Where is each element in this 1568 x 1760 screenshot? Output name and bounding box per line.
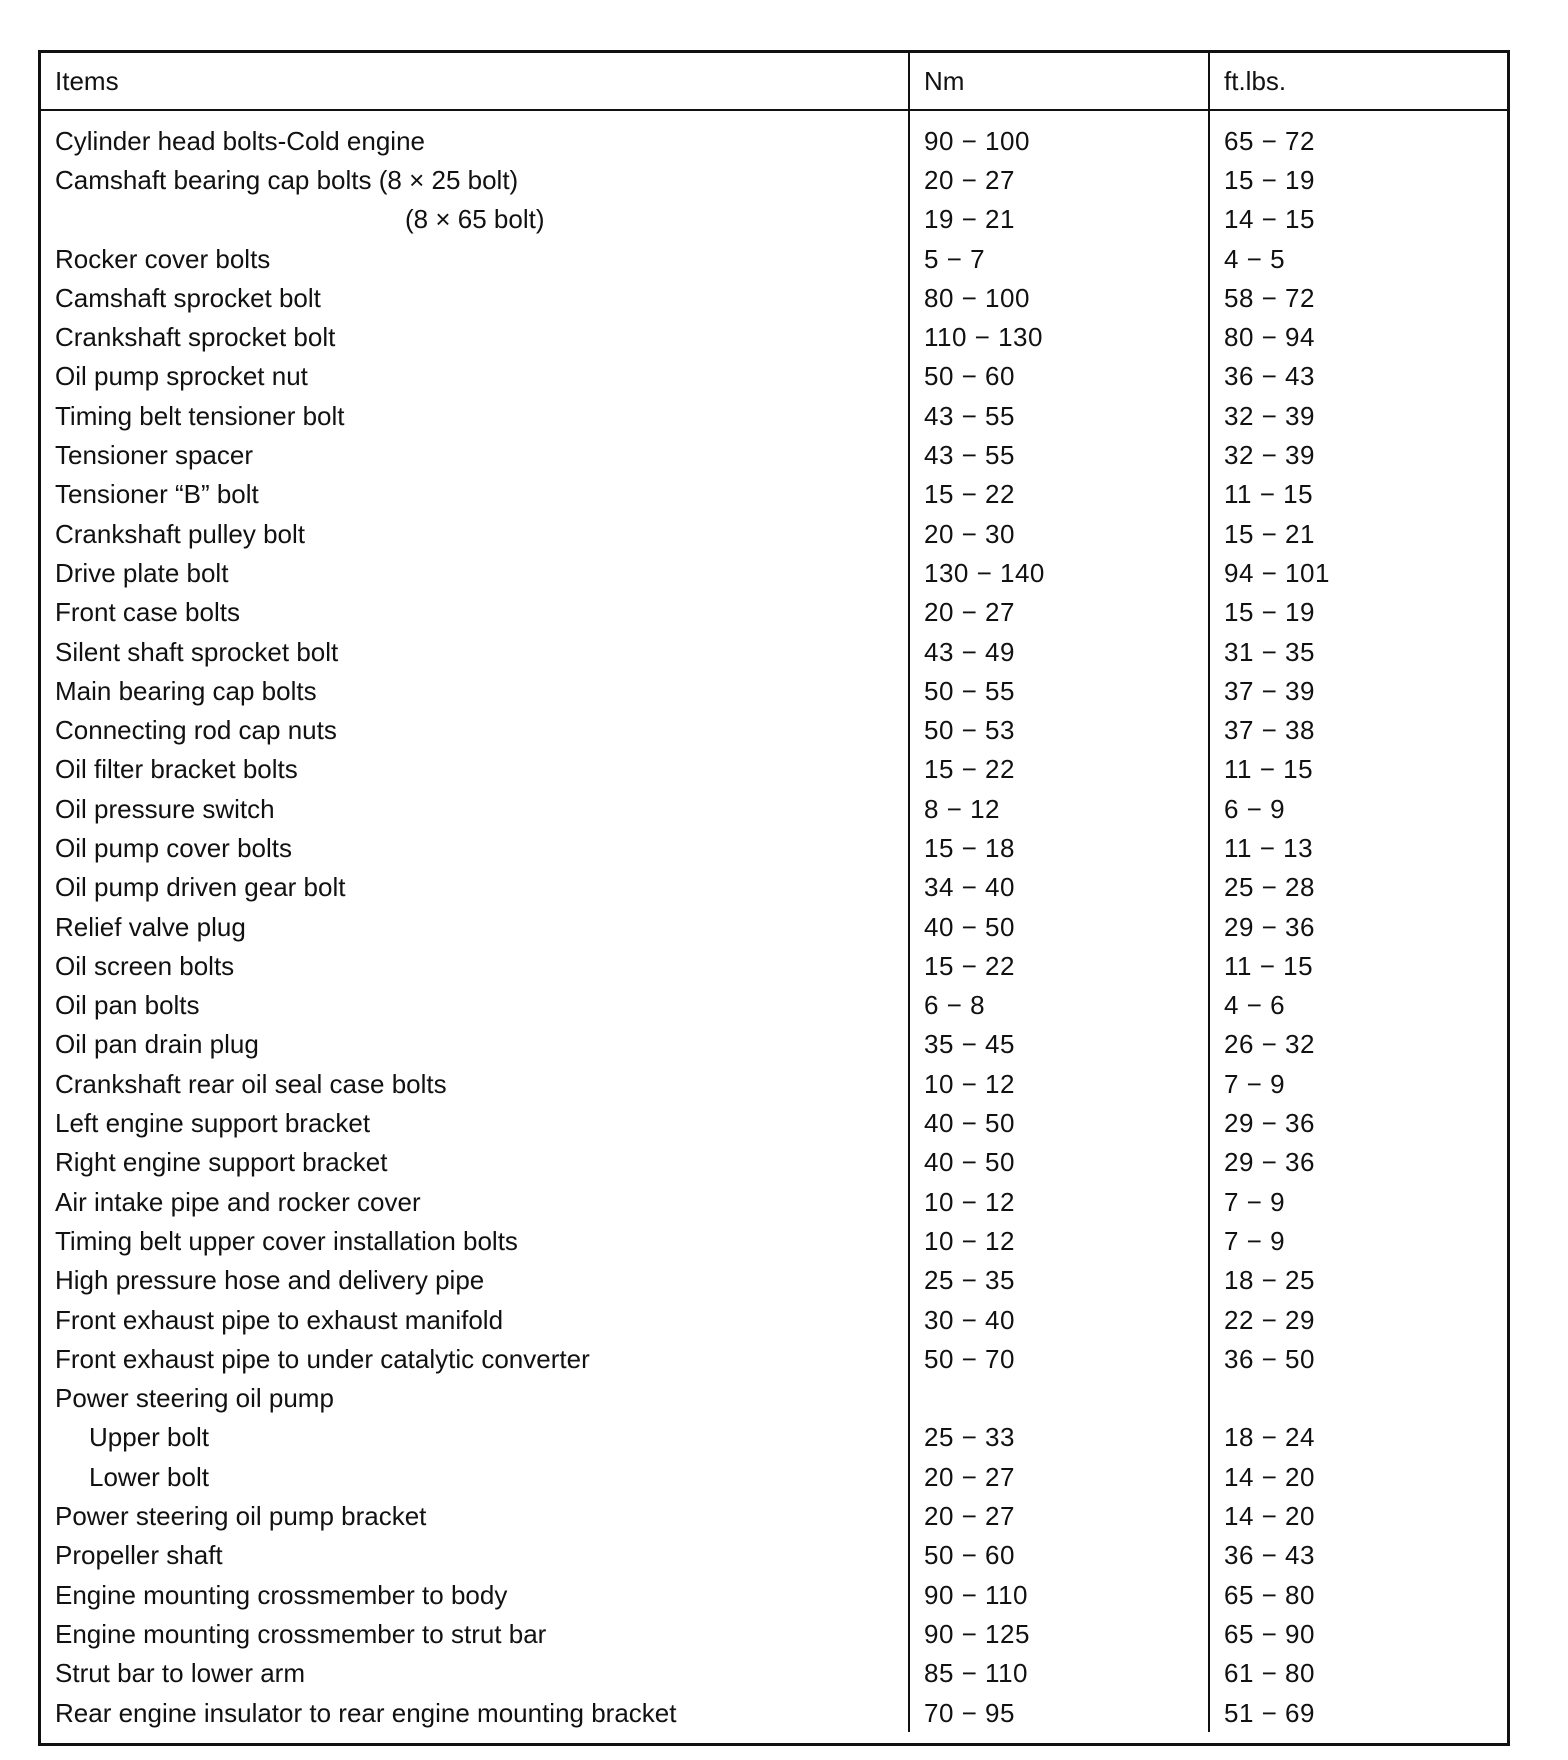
table-row <box>41 1693 1507 1732</box>
ftlbs-cell: 6 − 9 <box>1209 789 1507 828</box>
item-cell: Connecting rod cap nuts <box>55 715 337 746</box>
ftlbs-cell: 80 − 94 <box>1209 317 1507 356</box>
table-row <box>41 710 1507 749</box>
nm-cell: 10 − 12 <box>909 1221 1209 1260</box>
item-cell: Oil pressure switch <box>55 793 275 824</box>
ftlbs-cell: 18 − 25 <box>1209 1261 1507 1300</box>
ftlbs-cell: 15 − 21 <box>1209 514 1507 553</box>
ftlbs-cell: 51 − 69 <box>1209 1693 1507 1732</box>
ftlbs-cell: 32 − 39 <box>1209 396 1507 435</box>
nm-cell: 5 − 7 <box>909 239 1209 278</box>
ftlbs-cell: 37 − 38 <box>1209 710 1507 749</box>
ftlbs-cell: 11 − 15 <box>1209 475 1507 514</box>
table-row <box>41 1418 1507 1457</box>
ftlbs-cell: 32 − 39 <box>1209 435 1507 474</box>
ftlbs-cell: 29 − 36 <box>1209 907 1507 946</box>
table-row <box>41 278 1507 317</box>
item-cell: Drive plate bolt <box>55 557 229 588</box>
ftlbs-cell: 26 − 32 <box>1209 1025 1507 1064</box>
item-cell: Front case bolts <box>55 597 240 628</box>
table-row <box>41 1261 1507 1300</box>
table-row <box>41 1457 1507 1496</box>
item-cell: Silent shaft sprocket bolt <box>55 636 339 667</box>
nm-cell: 25 − 33 <box>909 1418 1209 1457</box>
ftlbs-cell: 15 − 19 <box>1209 593 1507 632</box>
nm-cell: 50 − 70 <box>909 1339 1209 1378</box>
nm-cell: 30 − 40 <box>909 1300 1209 1339</box>
table-row <box>41 1496 1507 1535</box>
item-cell: Oil pump sprocket nut <box>55 361 308 392</box>
ftlbs-cell: 37 − 39 <box>1209 671 1507 710</box>
item-cell-continuation: (8 × 65 bolt) <box>405 204 545 235</box>
item-cell: Main bearing cap bolts <box>55 675 317 706</box>
nm-cell: 50 − 53 <box>909 710 1209 749</box>
nm-cell: 15 − 22 <box>909 475 1209 514</box>
item-cell: Engine mounting crossmember to strut bar <box>55 1618 547 1649</box>
ftlbs-cell: 7 − 9 <box>1209 1064 1507 1103</box>
table-row <box>41 110 1507 160</box>
table-row <box>41 475 1507 514</box>
nm-cell: 50 − 60 <box>909 357 1209 396</box>
item-cell: Timing belt tensioner bolt <box>55 400 345 431</box>
ftlbs-cell: 25 − 28 <box>1209 868 1507 907</box>
table-row <box>41 1182 1507 1221</box>
table-row <box>41 1654 1507 1693</box>
table-row <box>41 160 1507 199</box>
table-row <box>41 239 1507 278</box>
item-cell: Right engine support bracket <box>55 1147 388 1178</box>
table-row <box>41 593 1507 632</box>
nm-cell: 15 − 22 <box>909 750 1209 789</box>
table-row <box>41 1379 1507 1418</box>
table-row <box>41 986 1507 1025</box>
item-cell: Oil pan drain plug <box>55 1029 259 1060</box>
ftlbs-cell: 65 − 90 <box>1209 1614 1507 1653</box>
item-cell: Front exhaust pipe to exhaust manifold <box>55 1304 504 1335</box>
item-cell: Left engine support bracket <box>55 1108 371 1139</box>
item-cell: Timing belt upper cover installation bolts <box>55 1225 518 1256</box>
table-row <box>41 357 1507 396</box>
table-row <box>41 1221 1507 1260</box>
item-cell: Air intake pipe and rocker cover <box>55 1186 421 1217</box>
table-row <box>41 317 1507 356</box>
nm-cell: 25 − 35 <box>909 1261 1209 1300</box>
item-cell: Oil pan bolts <box>55 990 200 1021</box>
nm-cell: 20 − 27 <box>909 160 1209 199</box>
table-row <box>41 435 1507 474</box>
item-cell: Tensioner spacer <box>55 440 253 471</box>
table-row <box>41 1339 1507 1378</box>
table-row <box>41 1025 1507 1064</box>
ftlbs-cell: 15 − 19 <box>1209 160 1507 199</box>
nm-cell: 35 − 45 <box>909 1025 1209 1064</box>
ftlbs-cell: 36 − 43 <box>1209 1536 1507 1575</box>
nm-cell: 40 − 50 <box>909 907 1209 946</box>
item-cell: Tensioner “B” bolt <box>55 479 259 510</box>
table-row <box>41 1300 1507 1339</box>
ftlbs-cell: 29 − 36 <box>1209 1103 1507 1142</box>
column-header-nm: Nm <box>909 53 1209 110</box>
item-cell: Oil filter bracket bolts <box>55 754 298 785</box>
nm-cell: 40 − 50 <box>909 1103 1209 1142</box>
nm-cell: 85 − 110 <box>909 1654 1209 1693</box>
nm-cell: 90 − 110 <box>909 1575 1209 1614</box>
table-row <box>41 1614 1507 1653</box>
torque-spec-table <box>41 53 1507 1732</box>
ftlbs-cell: 14 − 15 <box>1209 200 1507 239</box>
table-row <box>41 671 1507 710</box>
nm-cell: 6 − 8 <box>909 986 1209 1025</box>
ftlbs-cell: 11 − 13 <box>1209 828 1507 867</box>
table-row <box>41 1064 1507 1103</box>
table-row <box>41 946 1507 985</box>
item-cell: High pressure hose and delivery pipe <box>55 1265 485 1296</box>
nm-cell: 90 − 100 <box>909 110 1209 160</box>
ftlbs-cell: 11 − 15 <box>1209 946 1507 985</box>
item-cell: Crankshaft pulley bolt <box>55 518 306 549</box>
item-cell: Front exhaust pipe to under catalytic converter <box>55 1343 590 1374</box>
nm-cell: 20 − 27 <box>909 593 1209 632</box>
ftlbs-cell: 36 − 50 <box>1209 1339 1507 1378</box>
item-cell: Rocker cover bolts <box>55 243 271 274</box>
ftlbs-cell: 61 − 80 <box>1209 1654 1507 1693</box>
table-row <box>41 1103 1507 1142</box>
nm-cell: 20 − 30 <box>909 514 1209 553</box>
nm-cell: 43 − 49 <box>909 632 1209 671</box>
item-cell: Rear engine insulator to rear engine mounting bracket <box>55 1697 677 1728</box>
ftlbs-cell: 31 − 35 <box>1209 632 1507 671</box>
table-row <box>41 632 1507 671</box>
nm-cell: 20 − 27 <box>909 1496 1209 1535</box>
item-cell: Engine mounting crossmember to body <box>55 1579 508 1610</box>
nm-cell: 43 − 55 <box>909 396 1209 435</box>
ftlbs-cell: 65 − 80 <box>1209 1575 1507 1614</box>
nm-cell: 43 − 55 <box>909 435 1209 474</box>
item-cell-sub: Upper bolt <box>89 1422 209 1453</box>
nm-cell: 8 − 12 <box>909 789 1209 828</box>
item-cell-group-heading: Power steering oil pump <box>55 1383 334 1414</box>
item-cell: Camshaft bearing cap bolts (8 × 25 bolt) <box>55 164 519 195</box>
item-cell: Crankshaft rear oil seal case bolts <box>55 1068 447 1099</box>
nm-cell: 34 − 40 <box>909 868 1209 907</box>
ftlbs-cell: 29 − 36 <box>1209 1143 1507 1182</box>
table-row <box>41 789 1507 828</box>
nm-cell: 19 − 21 <box>909 200 1209 239</box>
ftlbs-cell: 4 − 5 <box>1209 239 1507 278</box>
table-header-row <box>41 53 1507 110</box>
nm-cell: 50 − 55 <box>909 671 1209 710</box>
column-header-items: Items <box>41 53 909 110</box>
nm-cell <box>909 1379 1209 1418</box>
nm-cell: 50 − 60 <box>909 1536 1209 1575</box>
torque-spec-table-frame <box>38 50 1510 1746</box>
table-row <box>41 200 1507 239</box>
nm-cell: 80 − 100 <box>909 278 1209 317</box>
ftlbs-cell: 58 − 72 <box>1209 278 1507 317</box>
nm-cell: 15 − 22 <box>909 946 1209 985</box>
item-cell: Oil pump cover bolts <box>55 832 292 863</box>
item-cell: Crankshaft sprocket bolt <box>55 322 336 353</box>
ftlbs-cell: 7 − 9 <box>1209 1221 1507 1260</box>
ftlbs-cell: 7 − 9 <box>1209 1182 1507 1221</box>
table-row <box>41 907 1507 946</box>
nm-cell: 15 − 18 <box>909 828 1209 867</box>
ftlbs-cell: 94 − 101 <box>1209 553 1507 592</box>
item-cell: Cylinder head bolts-Cold engine <box>55 125 426 156</box>
table-body <box>41 110 1507 1732</box>
table-row <box>41 828 1507 867</box>
item-cell: Strut bar to lower arm <box>55 1658 305 1689</box>
table-row <box>41 1536 1507 1575</box>
nm-cell: 130 − 140 <box>909 553 1209 592</box>
ftlbs-cell: 65 − 72 <box>1209 110 1507 160</box>
nm-cell: 20 − 27 <box>909 1457 1209 1496</box>
nm-cell: 10 − 12 <box>909 1182 1209 1221</box>
nm-cell: 70 − 95 <box>909 1693 1209 1732</box>
ftlbs-cell: 18 − 24 <box>1209 1418 1507 1457</box>
item-cell: Oil pump driven gear bolt <box>55 872 346 903</box>
ftlbs-cell: 14 − 20 <box>1209 1457 1507 1496</box>
ftlbs-cell: 22 − 29 <box>1209 1300 1507 1339</box>
ftlbs-cell: 11 − 15 <box>1209 750 1507 789</box>
item-cell-sub: Lower bolt <box>89 1461 209 1492</box>
item-cell: Oil screen bolts <box>55 950 235 981</box>
nm-cell: 90 − 125 <box>909 1614 1209 1653</box>
table-row <box>41 396 1507 435</box>
nm-cell: 110 − 130 <box>909 317 1209 356</box>
table-row <box>41 553 1507 592</box>
item-cell: Power steering oil pump bracket <box>55 1501 427 1532</box>
item-cell: Camshaft sprocket bolt <box>55 282 321 313</box>
ftlbs-cell: 36 − 43 <box>1209 357 1507 396</box>
table-row <box>41 514 1507 553</box>
table-row <box>41 868 1507 907</box>
item-cell: Propeller shaft <box>55 1540 223 1571</box>
table-row <box>41 1575 1507 1614</box>
ftlbs-cell: 4 − 6 <box>1209 986 1507 1025</box>
nm-cell: 10 − 12 <box>909 1064 1209 1103</box>
column-header-ftlbs: ft.lbs. <box>1209 53 1507 110</box>
ftlbs-cell: 14 − 20 <box>1209 1496 1507 1535</box>
ftlbs-cell <box>1209 1379 1507 1418</box>
item-cell: Relief valve plug <box>55 911 246 942</box>
table-row <box>41 750 1507 789</box>
nm-cell: 40 − 50 <box>909 1143 1209 1182</box>
table-row <box>41 1143 1507 1182</box>
